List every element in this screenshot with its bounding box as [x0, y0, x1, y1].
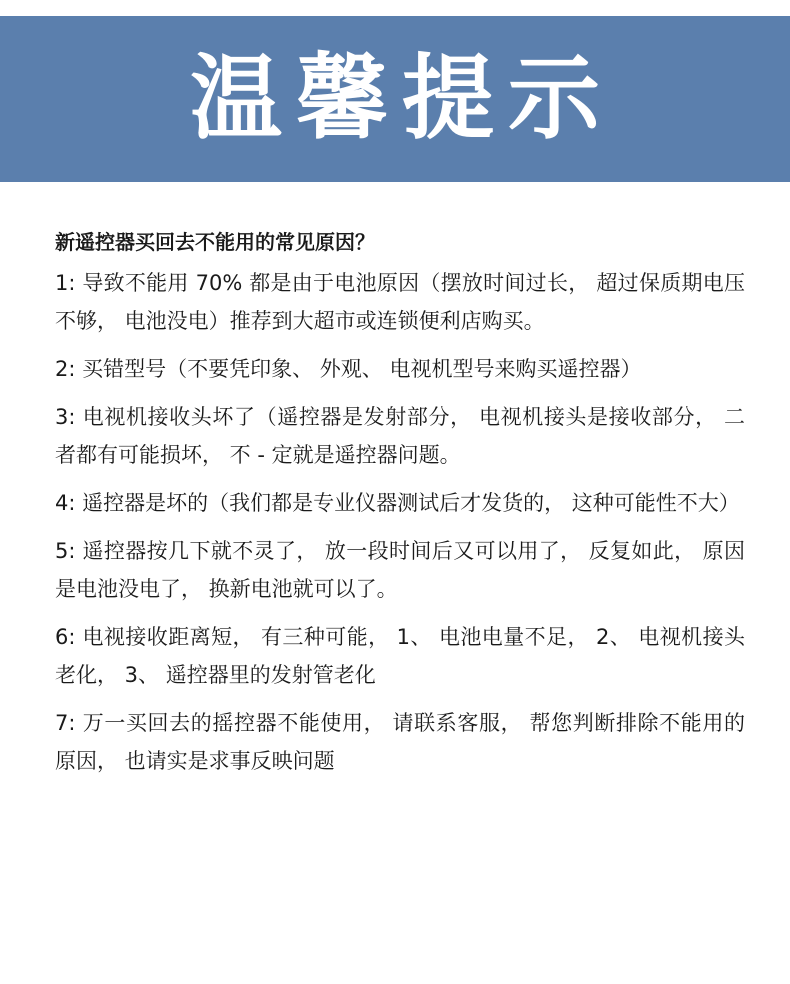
- reason-item-2: 2: 买错型号（不要凭印象、 外观、 电视机型号来购买遥控器）: [55, 357, 642, 381]
- reason-item-7: 7: 万一买回去的摇控器不能使用， 请联系客服， 帮您判断排除不能用的原因， 也请实是求事反映问题: [55, 711, 745, 773]
- top-strip: [0, 0, 790, 16]
- header-banner: [0, 16, 790, 182]
- reason-item-3: 3: 电视机接收头坏了（遥控器是发射部分， 电视机接头是接收部分， 二者都有可能损坏， 不 - 定就是遥控器问题。: [55, 405, 745, 467]
- banner-title: 温馨提示: [189, 45, 614, 152]
- reason-item-5: 5: 遥控器按几下就不灵了， 放一段时间后又可以用了， 反复如此， 原因是电池没电了， 换新电池就可以了。: [55, 539, 745, 601]
- reason-item-6: 6: 电视接收距离短， 有三种可能， 1、 电池电量不足， 2、 电视机接头老化， 3、 遥控器里的发射管老化: [55, 625, 745, 687]
- reason-item-4: 4: 遥控器是坏的（我们都是专业仪器测试后才发货的， 这种可能性不大）: [55, 491, 740, 515]
- reason-item-1: 1: 导致不能用 70% 都是由于电池原因（摆放时间过长， 超过保质期电压不够， 电池没电）推荐到大超市或连锁便利店购买。: [55, 271, 745, 333]
- notice-content: [55, 224, 745, 790]
- question-heading: 新遥控器买回去不能用的常见原因？: [55, 230, 375, 254]
